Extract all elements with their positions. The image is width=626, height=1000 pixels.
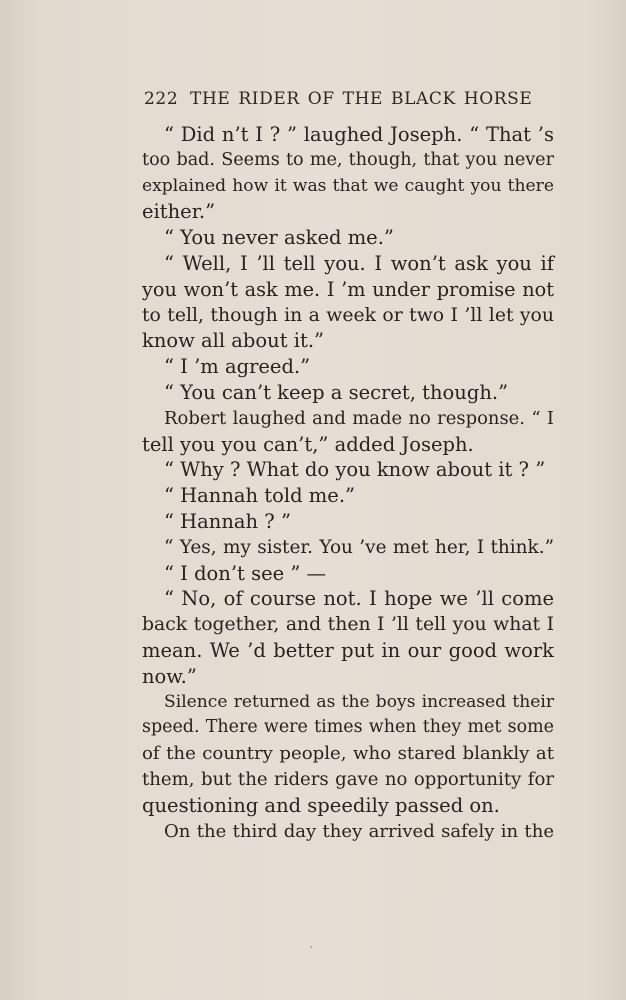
text-line: “ You never asked me.”: [164, 226, 394, 250]
text-line: speed. There were times when they met some: [142, 717, 554, 738]
text-line: “ Yes, my sister. You ’ve met her, I think.”: [164, 536, 554, 558]
text-line: now.”: [142, 664, 197, 688]
text-line: “ You can’t keep a secret, though.”: [164, 380, 509, 404]
text-line: questioning and speedily passed on.: [142, 793, 500, 817]
text-line: either.”: [142, 200, 216, 224]
paper-speck: [310, 946, 312, 948]
text-line: “ I ’m agreed.”: [164, 355, 311, 379]
text-line: On the third day they arrived safely in the: [164, 820, 554, 842]
text-line: them, but the riders gave no opportunity for: [142, 768, 554, 790]
text-line: “ Well, I ’ll tell you. I won’t ask you if: [164, 251, 554, 275]
text-line: Silence returned as the boys increased their: [164, 691, 554, 712]
text-line: “ I don’t see ” —: [164, 561, 327, 585]
running-title: THE RIDER OF THE BLACK HORSE: [190, 89, 533, 109]
running-header: [144, 89, 542, 113]
text-line: tell you you can’t,” added Joseph.: [142, 432, 474, 456]
text-line: of the country people, who stared blankly at: [142, 743, 554, 765]
text-line: know all about it.”: [142, 329, 324, 353]
text-line: Robert laughed and made no response. “ I: [164, 407, 554, 429]
text-line: explained how it was that we caught you there: [142, 175, 554, 196]
text-line: you won’t ask me. I ’m under promise not: [142, 277, 554, 301]
text-line: “ Hannah ? ”: [164, 509, 291, 533]
text-line: “ Hannah told me.”: [164, 484, 355, 508]
page-number: 222: [144, 89, 179, 109]
text-line: to tell, though in a week or two I ’ll let you: [142, 304, 554, 326]
body-text: [142, 122, 554, 844]
text-line: mean. We ’d better put in our good work: [142, 638, 554, 662]
text-line: “ No, of course not. I hope we ’ll come: [164, 587, 554, 611]
text-line: “ Did n’t I ? ” laughed Joseph. “ That ’s: [164, 123, 554, 146]
text-line: too bad. Seems to me, though, that you never: [142, 149, 554, 170]
text-line: back together, and then I ’ll tell you what I: [142, 614, 554, 636]
text-line: “ Why ? What do you know about it ? ”: [164, 458, 546, 482]
